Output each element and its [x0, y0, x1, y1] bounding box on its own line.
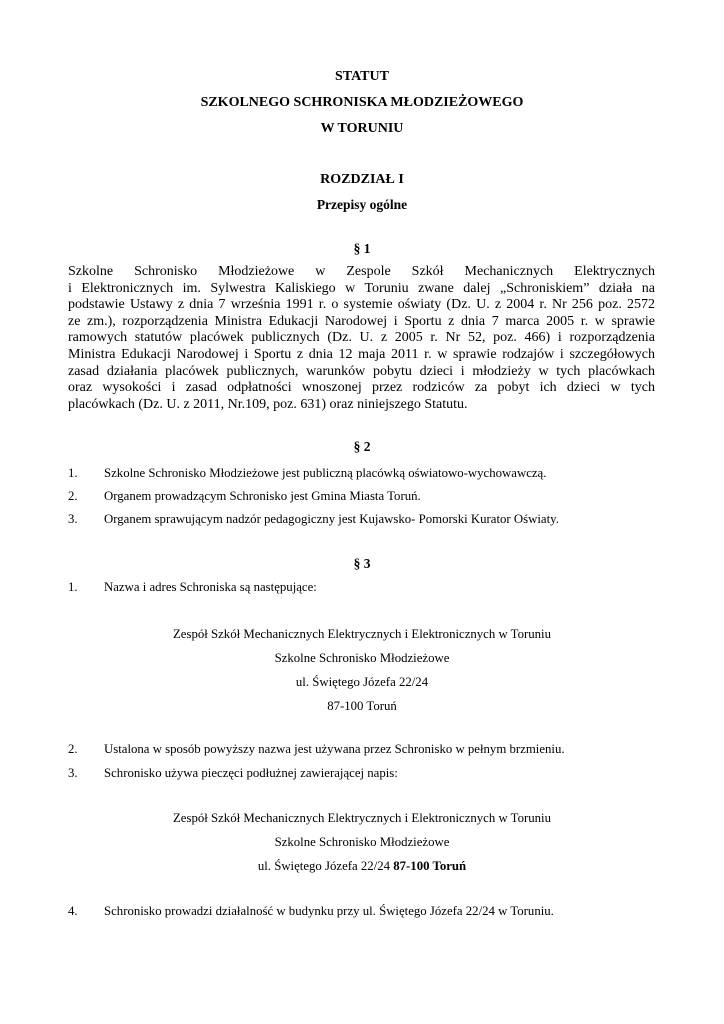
list-item-number: 1. [68, 580, 78, 594]
paragraph-line: podstawie Ustawy z dnia 7 września 1991 r. o systemie oświaty (Dz. U. z 2004 r. Nr 256 poz. 2572 [68, 297, 655, 313]
chapter-label: ROZDZIAŁ I [320, 172, 404, 187]
list-item-number: 1. [68, 466, 78, 480]
section-2-mark: § 2 [353, 439, 371, 454]
document-subtitle-school: SZKOLNEGO SCHRONISKA MŁODZIEŻOWEGO [200, 95, 524, 110]
stamp-street: ul. Świętego Józefa 22/24 [257, 859, 394, 873]
list-item-text: Szkolne Schronisko Młodzieżowe jest publiczną placówką oświatowo-wychowawczą. [104, 466, 547, 480]
paragraph-line: Szkolne Schronisko Młodzieżowe w Zespole Szkół Mechanicznych Elektrycznych [68, 264, 655, 279]
list-item-text: Ustalona w sposób powyższy nazwa jest używana przez Schronisko w pełnym brzmieniu. [104, 742, 565, 756]
list-item-number: 2. [68, 742, 78, 756]
chapter-name: Przepisy ogólne [316, 197, 408, 212]
list-item-text: Schronisko używa pieczęci podłużnej zawierającej napis: [104, 766, 398, 780]
address-hostel-name: Szkolne Schronisko Młodzieżowe [274, 651, 450, 665]
list-item-text: Organem prowadzącym Schronisko jest Gmina Miasta Toruń. [104, 489, 421, 503]
list-item-text: Schronisko prowadzi działalność w budynku przy ul. Świętego Józefa 22/24 w Toruniu. [104, 904, 554, 918]
stamp-address [66, 858, 658, 874]
list-item-text: Nazwa i adres Schroniska są następujące: [104, 580, 317, 594]
document-subtitle-city: W TORUNIU [320, 121, 404, 136]
paragraph-line: Ministra Edukacji Narodowej i Sportu z dnia 12 maja 2011 r. w sprawie rodzajów i szczegółowych [68, 346, 655, 362]
list-item-number: 3. [68, 512, 78, 526]
address-city: 87-100 Toruń [327, 699, 397, 713]
paragraph-line: i Elektronicznych im. Sylwestra Kaliskiego w Toruniu zwane dalej „Schroniskiem” działa na [68, 280, 655, 296]
address-school-name: Zespół Szkół Mechanicznych Elektrycznych i Elektronicznych w Toruniu [172, 627, 552, 641]
list-item-number: 2. [68, 489, 78, 503]
paragraph-line: ze zm.), rozporządzenia Ministra Edukacji Narodowej i Sportu z dnia 7 marca 2005 r. w sprawie [68, 313, 655, 329]
stamp-school-name: Zespół Szkół Mechanicznych Elektrycznych i Elektronicznych w Toruniu [172, 811, 552, 825]
stamp-hostel-name: Szkolne Schronisko Młodzieżowe [274, 835, 450, 849]
section-1-mark: § 1 [353, 241, 371, 256]
paragraph-line: ramowych statutów placówek publicznych (Dz. U. z 2005 r. Nr 52, poz. 466) i rozporządzenia [68, 330, 655, 346]
paragraph-line: zasad działania placówek publicznych, warunków pobytu dzieci i młodzieży w tych placówkach [68, 363, 655, 379]
paragraph-line: oraz wysokości i zasad odpłatności wnoszonej przez rodziców za pobyt ich dzieci w tych [68, 380, 655, 396]
stamp-city: 87-100 Toruń [393, 859, 467, 873]
paragraph-line: placówkach (Dz. U. z 2011, Nr.109, poz. 631) oraz niniejszego Statutu. [68, 396, 468, 412]
section-3-mark: § 3 [353, 556, 371, 571]
section-1-paragraph [68, 264, 655, 413]
address-street: ul. Świętego Józefa 22/24 [295, 675, 429, 689]
list-item-number: 4. [68, 904, 78, 918]
document-title: STATUT [335, 69, 389, 84]
list-item-text: Organem sprawującym nadzór pedagogiczny jest Kujawsko- Pomorski Kurator Oświaty. [104, 512, 559, 526]
list-item-number: 3. [68, 766, 78, 780]
